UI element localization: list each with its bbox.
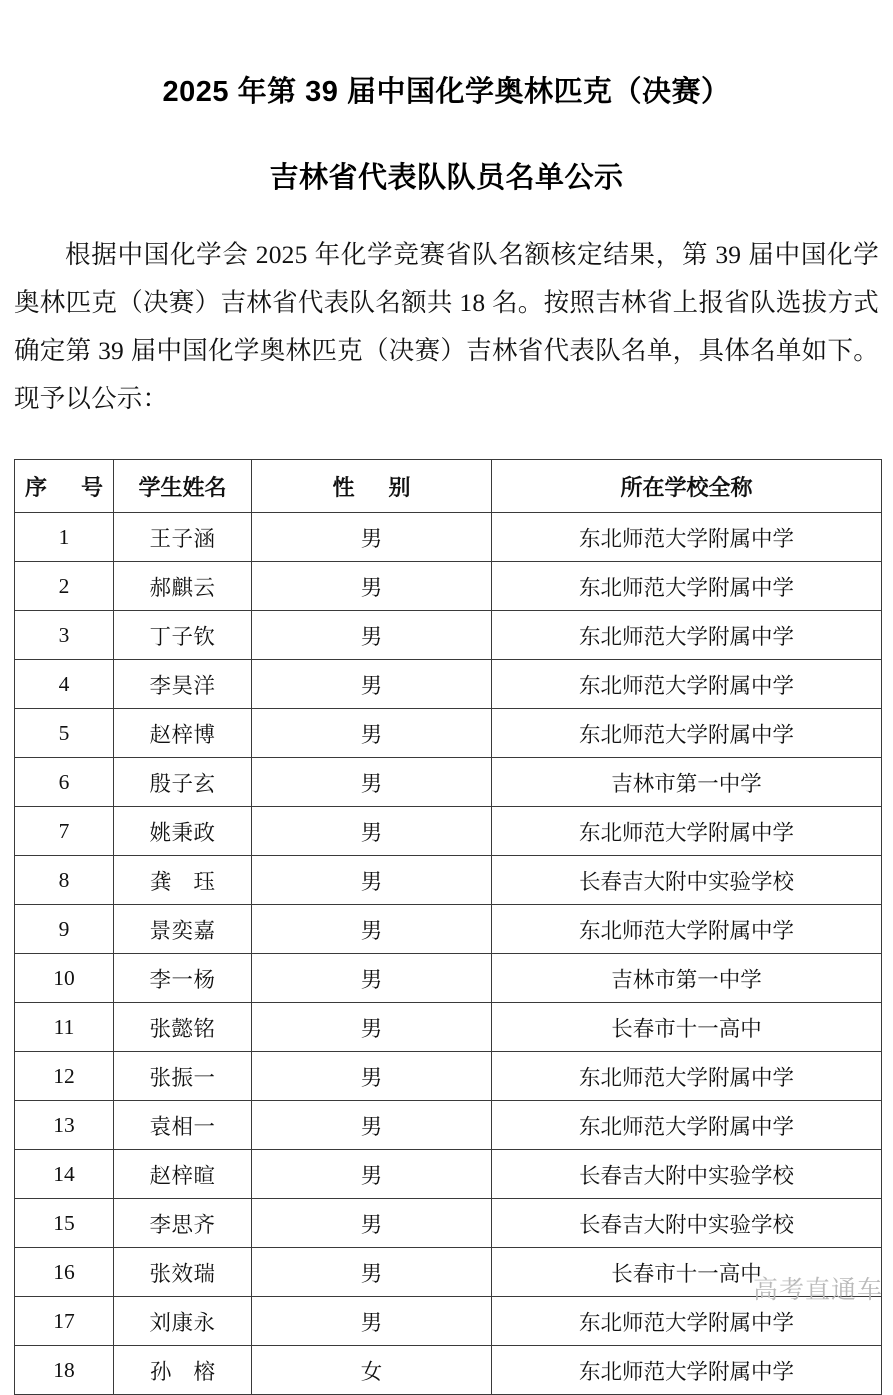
table-row (15, 856, 882, 905)
cell-index: 18 (15, 1346, 114, 1395)
cell-school-name: 东北师范大学附属中学 (492, 562, 882, 611)
cell-index: 17 (15, 1297, 114, 1346)
table-row (15, 1248, 882, 1297)
cell-student-name: 李一杨 (114, 954, 252, 1003)
page-title-line-1: 2025 年第 39 届中国化学奥林匹克（决赛） (162, 76, 731, 109)
table-row (15, 954, 882, 1003)
cell-index: 15 (15, 1199, 114, 1248)
cell-student-name: 刘康永 (114, 1297, 252, 1346)
table-row (15, 513, 882, 562)
cell-gender: 男 (252, 1248, 492, 1297)
cell-gender: 男 (252, 562, 492, 611)
cell-gender: 男 (252, 709, 492, 758)
table-header-row (15, 460, 882, 513)
cell-index: 8 (15, 856, 114, 905)
cell-index: 16 (15, 1248, 114, 1297)
table-row (15, 1199, 882, 1248)
cell-index: 7 (15, 807, 114, 856)
cell-index: 3 (15, 611, 114, 660)
cell-index: 14 (15, 1150, 114, 1199)
cell-gender: 男 (252, 1297, 492, 1346)
cell-gender: 男 (252, 807, 492, 856)
cell-gender: 男 (252, 954, 492, 1003)
cell-index: 6 (15, 758, 114, 807)
table-row (15, 1003, 882, 1052)
cell-gender: 男 (252, 513, 492, 562)
cell-student-name: 袁相一 (114, 1101, 252, 1150)
column-header-school: 所在学校全称 (492, 460, 882, 513)
cell-index: 11 (15, 1003, 114, 1052)
cell-school-name: 东北师范大学附属中学 (492, 1346, 882, 1395)
table-row (15, 660, 882, 709)
cell-school-name: 东北师范大学附属中学 (492, 660, 882, 709)
table-row (15, 1346, 882, 1395)
column-header-index-label: 序 号 (24, 474, 118, 500)
cell-student-name: 李昊洋 (114, 660, 252, 709)
cell-index: 5 (15, 709, 114, 758)
cell-student-name: 赵梓暄 (114, 1150, 252, 1199)
cell-school-name: 长春吉大附中实验学校 (492, 856, 882, 905)
cell-gender: 男 (252, 905, 492, 954)
page-title-line-2: 吉林省代表队队员名单公示 (269, 161, 624, 194)
column-header-name: 学生姓名 (114, 460, 252, 513)
cell-student-name: 郝麒云 (114, 562, 252, 611)
cell-gender: 男 (252, 660, 492, 709)
table-row (15, 709, 882, 758)
cell-gender: 男 (252, 1199, 492, 1248)
cell-school-name: 东北师范大学附属中学 (492, 1297, 882, 1346)
cell-student-name: 丁子钦 (114, 611, 252, 660)
cell-school-name: 东北师范大学附属中学 (492, 1052, 882, 1101)
cell-school-name: 东北师范大学附属中学 (492, 709, 882, 758)
cell-index: 9 (15, 905, 114, 954)
roster-table (14, 459, 882, 1395)
cell-school-name: 长春吉大附中实验学校 (492, 1199, 882, 1248)
document-page (0, 19, 893, 1384)
cell-gender: 男 (252, 856, 492, 905)
cell-school-name: 吉林市第一中学 (492, 954, 882, 1003)
notice-body-paragraph: 根据中国化学会 2025 年化学竞赛省队名额核定结果，第 39 届中国化学奥林匹克（决赛）吉林省代表队名额共 18 名。按照吉林省上报省队选拔方式确定第 39 届中国化学奥林匹克（决赛）吉林省代表队名单，具体名单如下。现予以公示： (14, 240, 879, 414)
cell-student-name: 殷子玄 (114, 758, 252, 807)
column-header-gender (252, 460, 492, 513)
cell-school-name: 东北师范大学附属中学 (492, 513, 882, 562)
table-body (15, 513, 882, 1395)
cell-school-name: 东北师范大学附属中学 (492, 611, 882, 660)
cell-gender: 男 (252, 758, 492, 807)
cell-gender: 男 (252, 1003, 492, 1052)
cell-index: 1 (15, 513, 114, 562)
cell-school-name: 东北师范大学附属中学 (492, 807, 882, 856)
cell-school-name: 东北师范大学附属中学 (492, 905, 882, 954)
cell-student-name: 王子涵 (114, 513, 252, 562)
table-row (15, 905, 882, 954)
cell-index: 10 (15, 954, 114, 1003)
cell-school-name: 长春吉大附中实验学校 (492, 1150, 882, 1199)
cell-index: 4 (15, 660, 114, 709)
cell-student-name: 景奕嘉 (114, 905, 252, 954)
cell-student-name: 张懿铭 (114, 1003, 252, 1052)
table-row (15, 1297, 882, 1346)
cell-student-name: 张效瑞 (114, 1248, 252, 1297)
cell-student-name: 赵梓博 (114, 709, 252, 758)
cell-student-name: 张振一 (114, 1052, 252, 1101)
column-header-index (15, 460, 118, 513)
cell-gender: 男 (252, 1052, 492, 1101)
cell-school-name: 东北师范大学附属中学 (492, 1101, 882, 1150)
cell-gender: 女 (252, 1346, 492, 1395)
table-header (15, 460, 882, 513)
table-row (15, 1150, 882, 1199)
column-header-gender-label: 性 别 (332, 474, 425, 500)
cell-student-name: 姚秉政 (114, 807, 252, 856)
cell-student-name: 孙榕 (114, 1346, 252, 1395)
table-row (15, 611, 882, 660)
cell-gender: 男 (252, 1101, 492, 1150)
cell-school-name: 长春市十一高中 (492, 1003, 882, 1052)
table-row (15, 1052, 882, 1101)
cell-student-name: 龚珏 (114, 856, 252, 905)
cell-gender: 男 (252, 1150, 492, 1199)
cell-school-name: 吉林市第一中学 (492, 758, 882, 807)
cell-school-name: 长春市十一高中 (492, 1248, 882, 1297)
cell-index: 13 (15, 1101, 114, 1150)
table-row (15, 807, 882, 856)
watermark: 高考直通车 (752, 1276, 883, 1305)
cell-student-name: 李思齐 (114, 1199, 252, 1248)
table-row (15, 758, 882, 807)
cell-index: 12 (15, 1052, 114, 1101)
cell-gender: 男 (252, 611, 492, 660)
cell-index: 2 (15, 562, 114, 611)
table-row (15, 562, 882, 611)
table-row (15, 1101, 882, 1150)
